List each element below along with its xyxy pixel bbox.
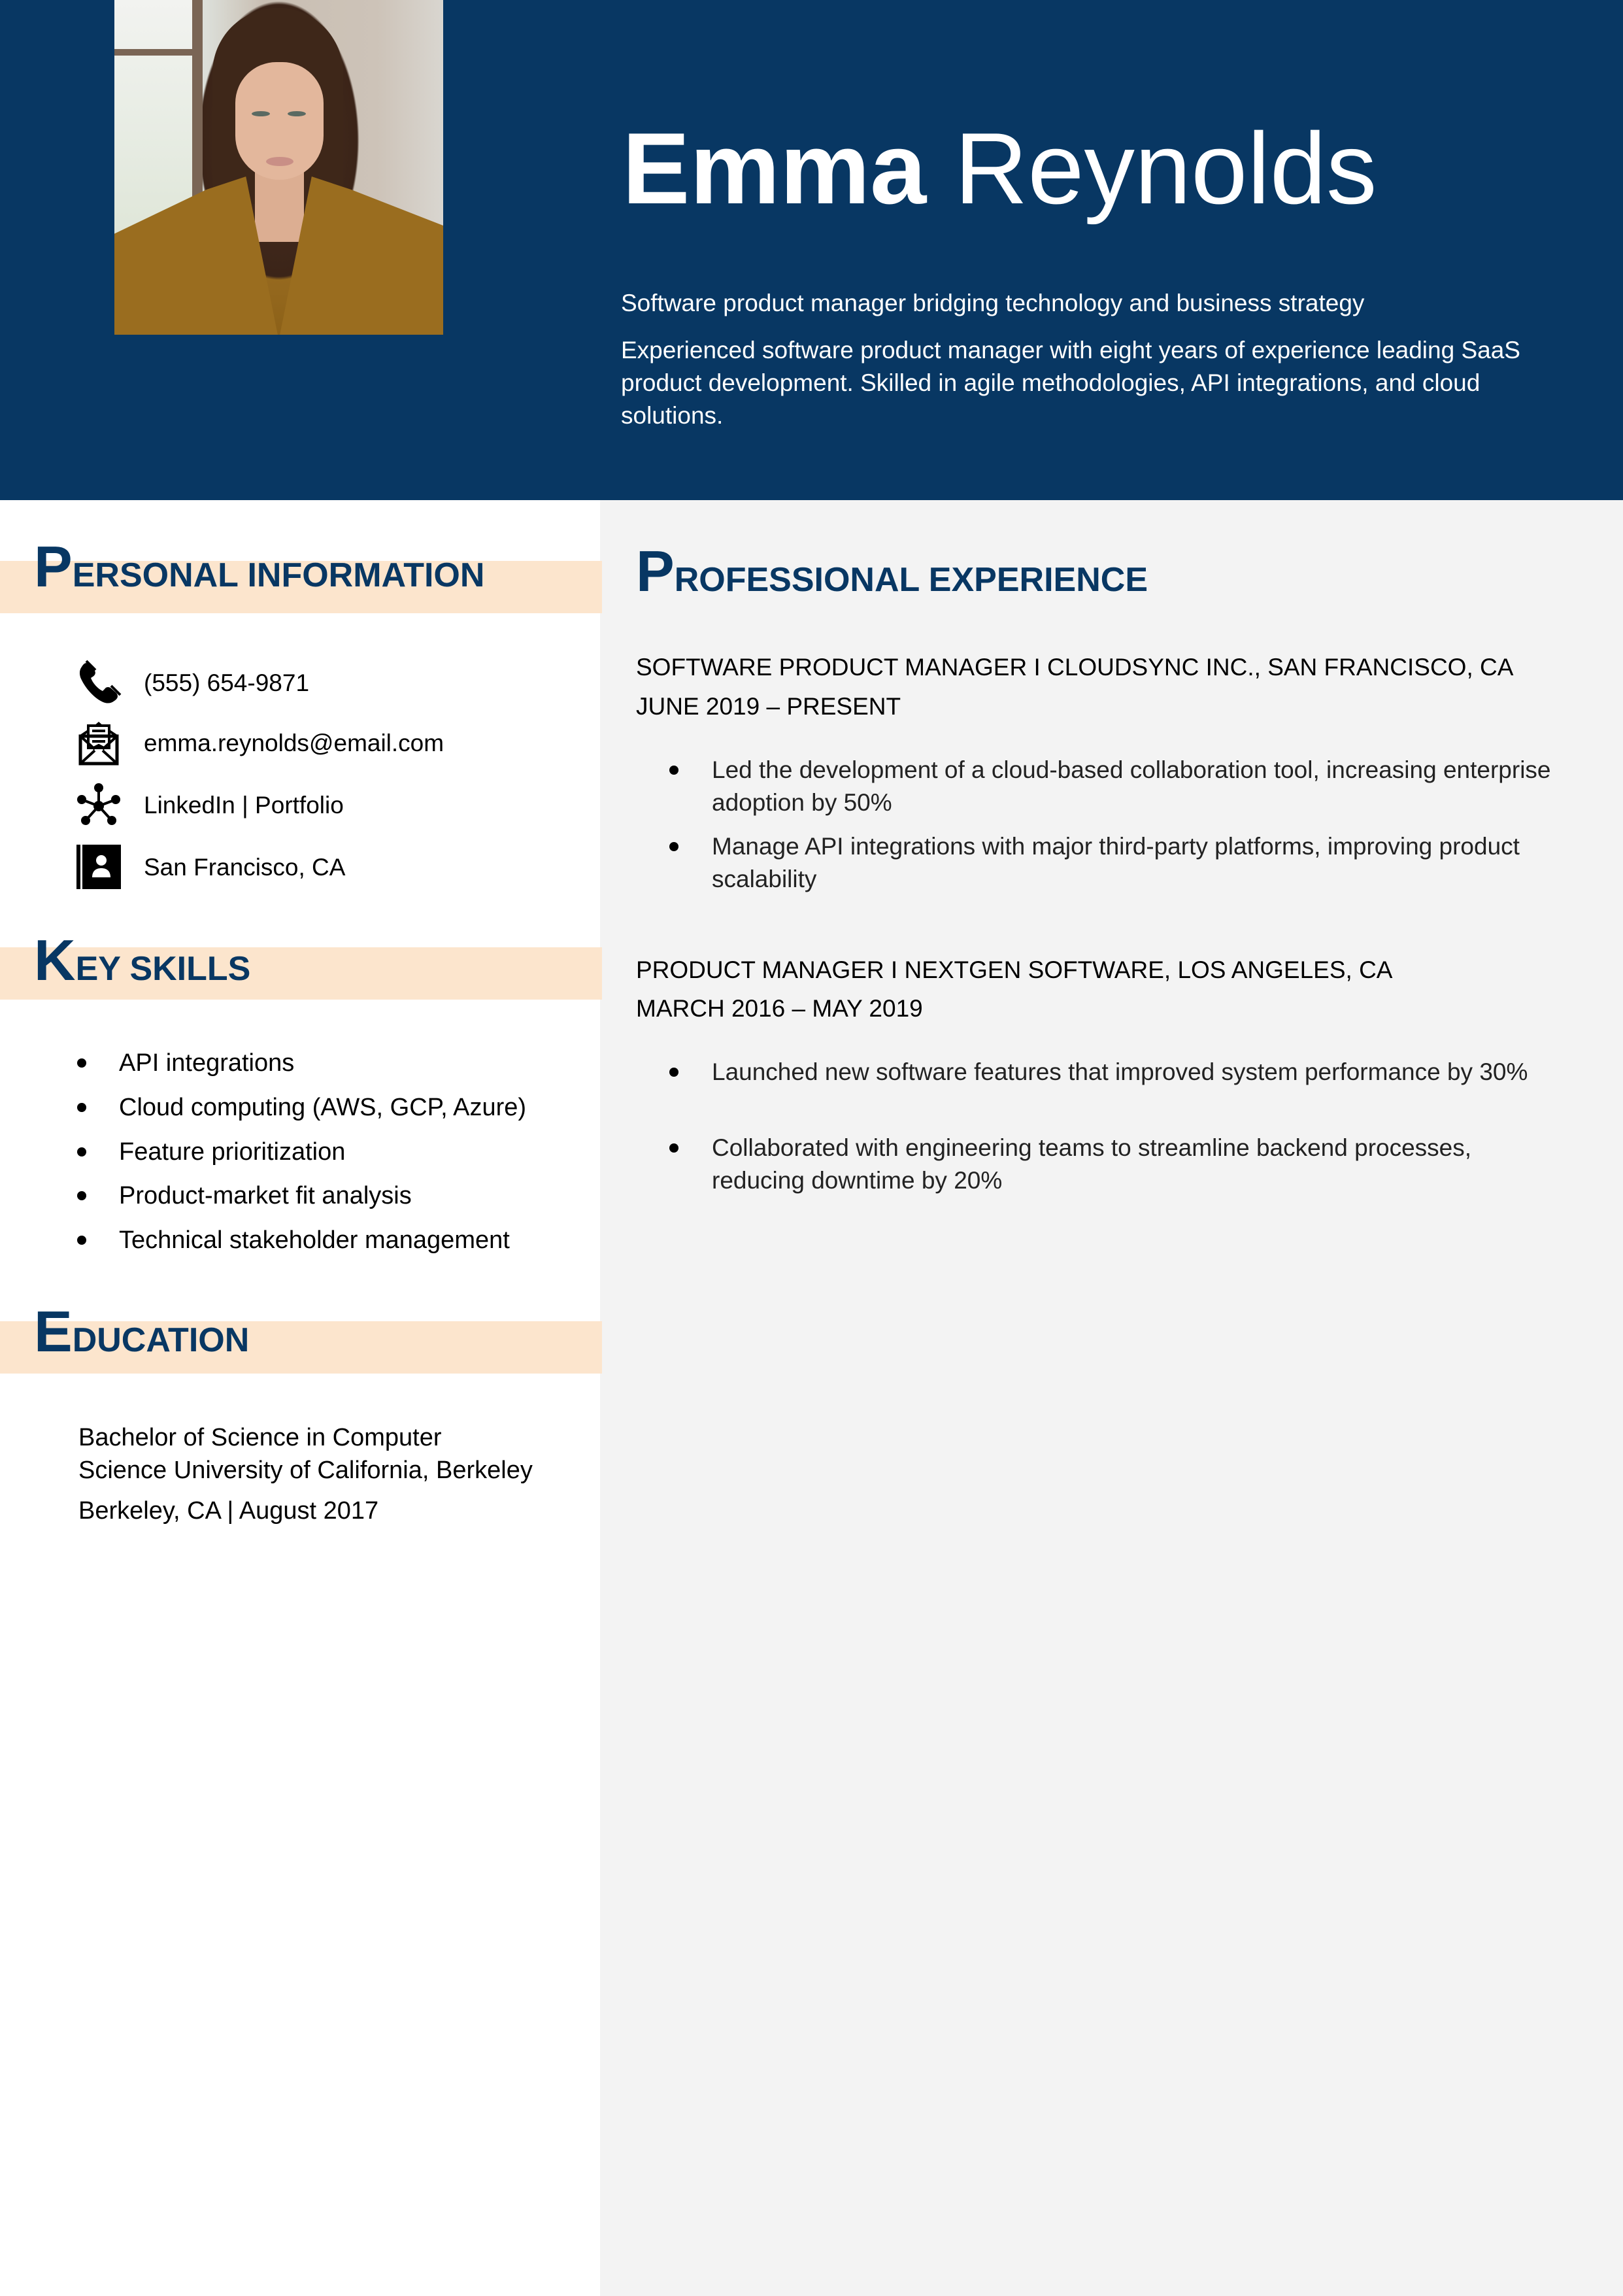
job-bullet: Launched new software features that improved system performance by 30% [669,1056,1558,1089]
bullet-icon [669,766,678,775]
photo-eye-right [288,111,306,116]
bullet-icon [77,1236,86,1245]
job-title: PRODUCT MANAGER I NEXTGEN SOFTWARE, LOS ANGELES, CA [636,956,1393,983]
degree-line-1: Bachelor of Science in Computer [78,1424,442,1451]
section-title-education: EDUCATION [34,1299,250,1364]
profile-links[interactable]: LinkedIn | Portfolio [144,792,344,819]
network-icon [75,781,122,828]
job-dates: JUNE 2019 – PRESENT [636,693,901,720]
profile-photo [114,0,443,335]
photo-neck [255,170,304,242]
section-title-key-skills: KEY SKILLS [34,928,251,992]
bullet-icon [669,842,678,851]
education-location-date: Berkeley, CA | August 2017 [78,1497,379,1525]
bullet-icon [669,1143,678,1153]
bullet-icon [77,1058,86,1068]
degree-line-2: Science University of California, Berkeley [78,1457,533,1484]
job-title: SOFTWARE PRODUCT MANAGER I CLOUDSYNC INC., SAN FRANCISCO, CA [636,654,1514,681]
phone-number: (555) 654-9871 [144,669,310,696]
contact-phone [75,659,585,705]
candidate-name [622,112,1377,225]
section-title-professional-experience: PROFESSIONAL EXPERIENCE [636,539,1148,603]
contact-links [75,781,585,827]
last-name: Reynolds [954,112,1377,225]
bullet-icon [77,1147,86,1156]
education-degree [78,1421,588,1487]
bullet-icon [77,1103,86,1112]
job-bullet: Collaborated with engineering teams to streamline backend processes, reducing downtime by 20% [669,1132,1558,1197]
photo-eye-left [252,111,270,116]
section-title-personal-information: PERSONAL INFORMATION [34,534,485,599]
bullet-icon [77,1191,86,1200]
contact-location [75,843,585,889]
photo-lips [266,157,293,166]
job-bullet: Led the development of a cloud-based collaboration tool, increasing enterprise adoption by 50% [669,754,1558,819]
contact-email [75,719,585,765]
email-address[interactable]: emma.reynolds@email.com [144,730,444,756]
envelope-icon [75,719,122,766]
job-bullet: Manage API integrations with major third-party platforms, improving product scalability [669,830,1558,896]
first-name: Emma [622,112,927,225]
bullet-icon [669,1068,678,1077]
phone-icon [75,659,122,706]
resume-header [0,0,1623,500]
location: San Francisco, CA [144,854,346,881]
job-dates: MARCH 2016 – MAY 2019 [636,995,923,1022]
professional-summary: Experienced software product manager with eight years of experience leading SaaS product development. Skilled in agile methodologies, API integrations, and cloud solutions. [621,337,1520,429]
contact-book-icon [75,843,122,890]
tagline: Software product manager bridging technology and business strategy [621,290,1365,316]
